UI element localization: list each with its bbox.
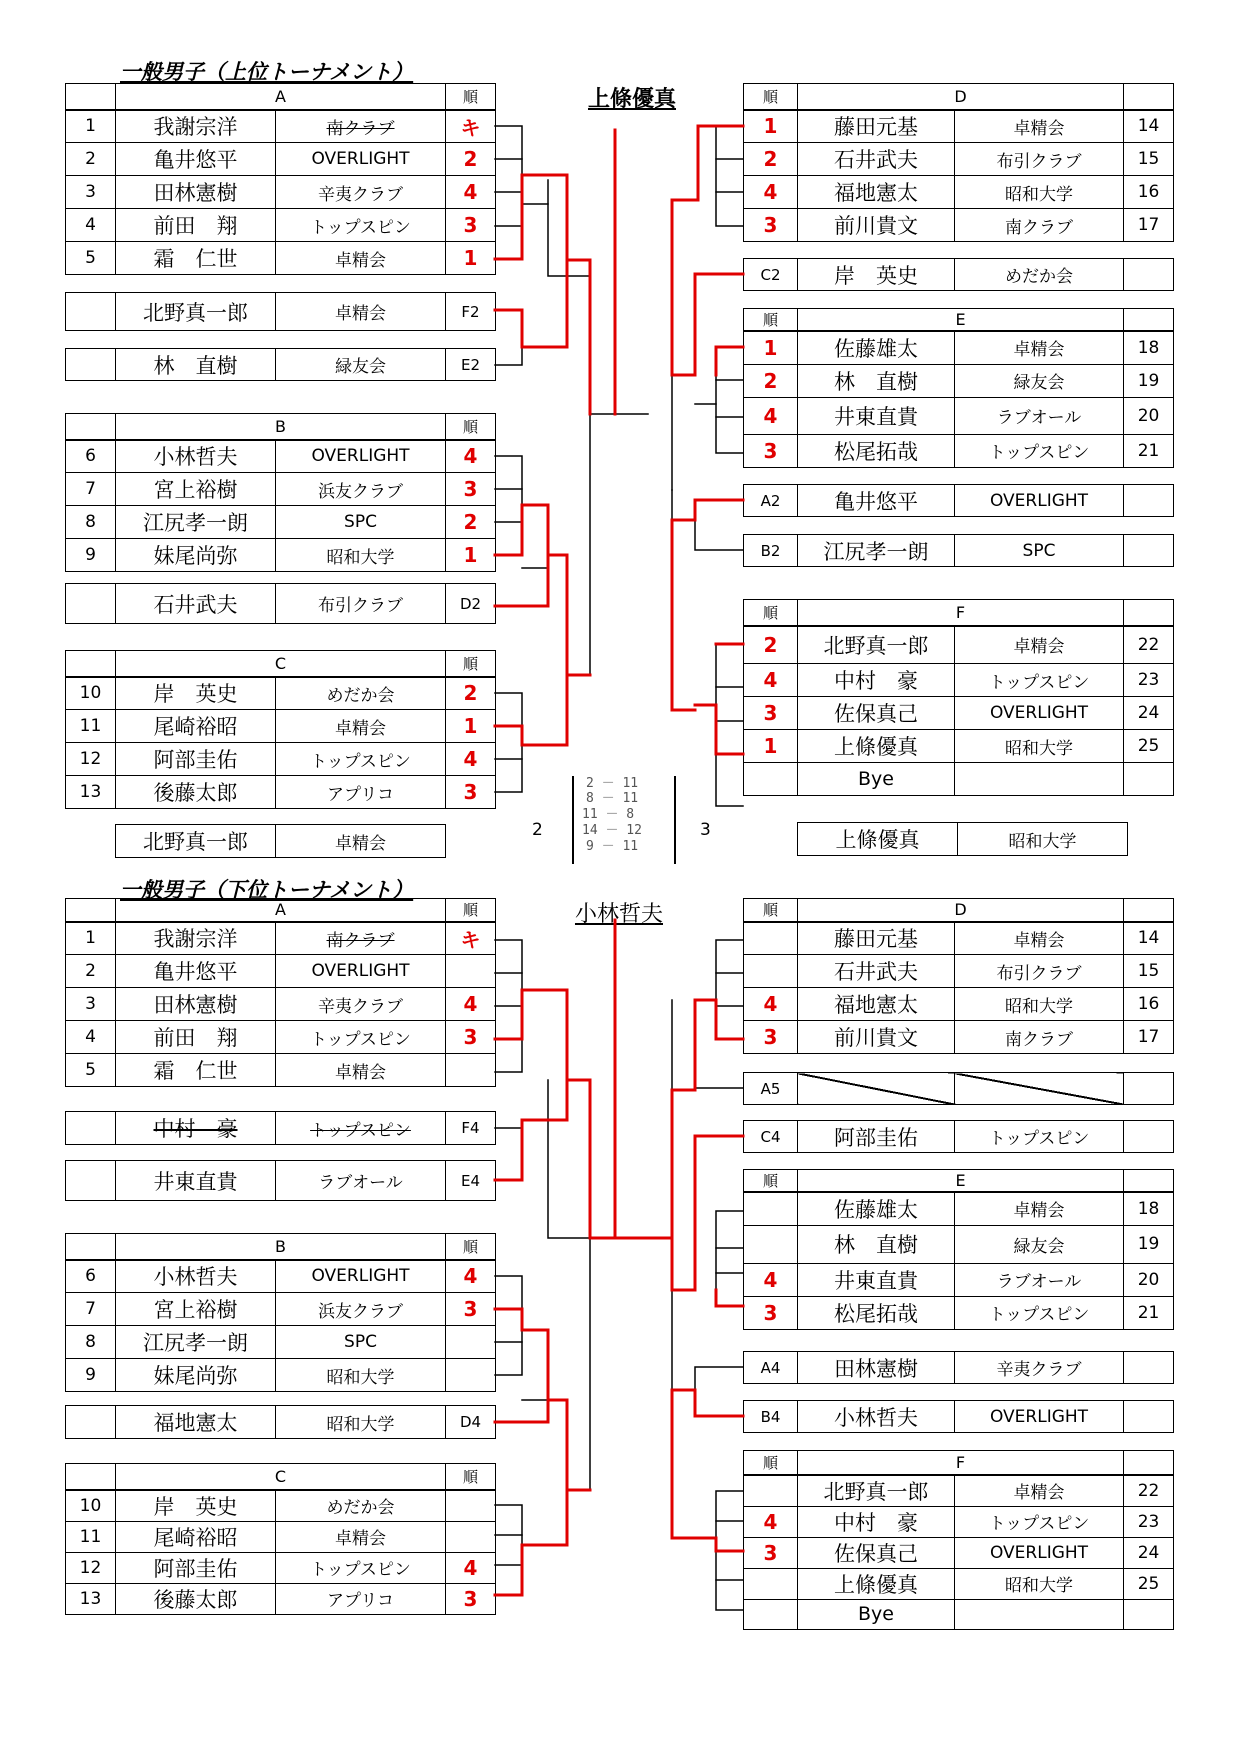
player-name: 北野真一郎 bbox=[116, 825, 276, 858]
group-rank: 4 bbox=[446, 743, 496, 776]
group-rank: 4 bbox=[446, 988, 496, 1021]
final-game-5: 9 － 11 bbox=[586, 839, 639, 854]
club-name: トップスピン bbox=[276, 1552, 446, 1583]
player-name: 妹尾尚弥 bbox=[116, 1359, 276, 1392]
club-name: 辛夷クラブ bbox=[276, 988, 446, 1021]
group-header: F bbox=[798, 600, 1124, 626]
player-name: 佐保真己 bbox=[798, 697, 955, 730]
club-name: 卓精会 bbox=[276, 710, 446, 743]
player-name: 上條優真 bbox=[798, 1568, 955, 1599]
player-name: 井東直貴 bbox=[116, 1161, 276, 1201]
club-name: ラブオール bbox=[955, 1263, 1124, 1296]
group-rank: 2 bbox=[744, 364, 798, 397]
club-name: 昭和大学 bbox=[955, 730, 1124, 763]
final-right-score: 3 bbox=[700, 820, 711, 840]
player-name: 福地憲太 bbox=[116, 1406, 276, 1439]
group-rank: 3 bbox=[446, 1583, 496, 1614]
player-name: 中村 豪 bbox=[798, 1506, 955, 1537]
club-name: トップスピン bbox=[955, 1296, 1124, 1329]
player-name: 我謝宗洋 bbox=[116, 110, 276, 143]
club-name: 昭和大学 bbox=[276, 1406, 446, 1439]
seed-number: 21 bbox=[1124, 1296, 1174, 1329]
seed-number: 9 bbox=[66, 539, 116, 572]
club-name: トップスピン bbox=[955, 1506, 1124, 1537]
club-name: トップスピン bbox=[276, 1112, 446, 1145]
seed-number: 23 bbox=[1124, 664, 1174, 697]
seed-number: 16 bbox=[1124, 988, 1174, 1021]
club-name: OVERLIGHT bbox=[276, 955, 446, 988]
player-name: 阿部圭佑 bbox=[116, 1552, 276, 1583]
player-name: 藤田元基 bbox=[798, 110, 955, 143]
rank-header: 順 bbox=[446, 414, 496, 440]
player-name: 我謝宗洋 bbox=[116, 922, 276, 955]
player-name: 田林憲樹 bbox=[116, 176, 276, 209]
seed-number: 24 bbox=[1124, 697, 1174, 730]
player-name: 佐藤雄太 bbox=[798, 331, 955, 364]
seed-number: 13 bbox=[66, 1583, 116, 1614]
rank-header: 順 bbox=[446, 1234, 496, 1260]
rank-header: 順 bbox=[744, 600, 798, 626]
player-name: 林 直樹 bbox=[798, 1225, 955, 1263]
player-name: 尾崎裕昭 bbox=[116, 710, 276, 743]
slot-tag: E4 bbox=[446, 1161, 496, 1201]
group-rank: 1 bbox=[744, 110, 798, 143]
player-name: 上條優真 bbox=[798, 730, 955, 763]
club-name: アプリコ bbox=[276, 776, 446, 809]
club-name: 卓精会 bbox=[955, 110, 1124, 143]
group-rank: 4 bbox=[744, 176, 798, 209]
club-name: 卓精会 bbox=[276, 242, 446, 275]
seed-number: 7 bbox=[66, 1293, 116, 1326]
final-game-1: 2 － 11 bbox=[586, 776, 639, 791]
club-name: 卓精会 bbox=[955, 1192, 1124, 1225]
player-name: 佐藤雄太 bbox=[798, 1192, 955, 1225]
player-name: 北野真一郎 bbox=[798, 1475, 955, 1507]
club-name: 卓精会 bbox=[276, 293, 446, 331]
seed-number: 2 bbox=[66, 955, 116, 988]
slot-tag: C4 bbox=[744, 1121, 798, 1153]
seed-number: 19 bbox=[1124, 1225, 1174, 1263]
group-rank: 2 bbox=[446, 143, 496, 176]
club-name: トップスピン bbox=[276, 1021, 446, 1054]
seed-number: 25 bbox=[1124, 1568, 1174, 1599]
group-rank: 3 bbox=[446, 1021, 496, 1054]
group-header: B bbox=[116, 414, 446, 440]
club-name: めだか会 bbox=[276, 1490, 446, 1522]
group-rank: 3 bbox=[446, 209, 496, 242]
player-name: 小林哲夫 bbox=[116, 440, 276, 473]
player-name: 後藤太郎 bbox=[116, 1583, 276, 1614]
seed-number: 16 bbox=[1124, 176, 1174, 209]
group-rank: 3 bbox=[744, 209, 798, 242]
group-rank: 3 bbox=[744, 1296, 798, 1329]
final-left-score: 2 bbox=[532, 820, 543, 840]
player-name: Bye bbox=[798, 1599, 955, 1629]
player-name: 霜 仁世 bbox=[116, 242, 276, 275]
seed-number: 10 bbox=[66, 677, 116, 710]
rank-header: 順 bbox=[446, 899, 496, 922]
rank-header: 順 bbox=[744, 1170, 798, 1193]
club-name: OVERLIGHT bbox=[276, 1260, 446, 1293]
slot-tag: B2 bbox=[744, 535, 798, 567]
club-name: めだか会 bbox=[276, 677, 446, 710]
slot-tag: A4 bbox=[744, 1352, 798, 1384]
club-name: 南クラブ bbox=[955, 209, 1124, 242]
club-name: ラブオール bbox=[955, 397, 1124, 434]
player-name: 中村 豪 bbox=[116, 1112, 276, 1145]
player-name: 宮上裕樹 bbox=[116, 1293, 276, 1326]
seed-number: 25 bbox=[1124, 730, 1174, 763]
player-name: 井東直貴 bbox=[798, 397, 955, 434]
group-rank: 1 bbox=[446, 539, 496, 572]
seed-number: 22 bbox=[1124, 626, 1174, 664]
player-name: 松尾拓哉 bbox=[798, 434, 955, 467]
club-name: SPC bbox=[276, 1326, 446, 1359]
bracket-red-upper-left bbox=[495, 175, 590, 745]
group-rank: 3 bbox=[744, 434, 798, 467]
bracket-red-lower-right bbox=[615, 1000, 743, 1551]
upper-title: 一般男子（上位トーナメント） bbox=[120, 60, 414, 84]
seed-number: 15 bbox=[1124, 955, 1174, 988]
group-rank: 3 bbox=[744, 1537, 798, 1568]
final-game-2: 8 － 11 bbox=[586, 791, 639, 806]
group-rank: 3 bbox=[446, 776, 496, 809]
group-rank: 4 bbox=[744, 1506, 798, 1537]
player-name: 石井武夫 bbox=[798, 955, 955, 988]
rank-header: 順 bbox=[744, 84, 798, 110]
club-name: 緑友会 bbox=[955, 1225, 1124, 1263]
player-name: 石井武夫 bbox=[798, 143, 955, 176]
group-rank: 4 bbox=[446, 440, 496, 473]
seed-number: 11 bbox=[66, 1521, 116, 1552]
player-name: 井東直貴 bbox=[798, 1263, 955, 1296]
seed-number: 1 bbox=[66, 110, 116, 143]
slot-tag: F2 bbox=[446, 293, 496, 331]
club-name: 南クラブ bbox=[955, 1021, 1124, 1054]
player-name: 尾崎裕昭 bbox=[116, 1521, 276, 1552]
player-name: 上條優真 bbox=[798, 823, 958, 856]
seed-number: 17 bbox=[1124, 1021, 1174, 1054]
lower-title: 一般男子（下位トーナメント） bbox=[120, 878, 414, 902]
seed-number: 11 bbox=[66, 710, 116, 743]
player-name: 岸 英史 bbox=[116, 677, 276, 710]
seed-number: 3 bbox=[66, 988, 116, 1021]
club-name: 昭和大学 bbox=[276, 539, 446, 572]
player-name: 宮上裕樹 bbox=[116, 473, 276, 506]
bracket-red-lower-left bbox=[495, 920, 615, 1595]
player-name: 江尻孝一朗 bbox=[116, 1326, 276, 1359]
player-name: 亀井悠平 bbox=[116, 143, 276, 176]
player-name: 松尾拓哉 bbox=[798, 1296, 955, 1329]
player-name: 妹尾尚弥 bbox=[116, 539, 276, 572]
group-header: D bbox=[798, 84, 1124, 110]
player-name: 江尻孝一朗 bbox=[798, 535, 955, 567]
player-name: 小林哲夫 bbox=[798, 1401, 955, 1433]
club-name: 布引クラブ bbox=[955, 955, 1124, 988]
slot-tag: A2 bbox=[744, 485, 798, 517]
player-name: 後藤太郎 bbox=[116, 776, 276, 809]
group-rank: 3 bbox=[446, 473, 496, 506]
player-name: 北野真一郎 bbox=[798, 626, 955, 664]
player-name: 前田 翔 bbox=[116, 1021, 276, 1054]
seed-number: 2 bbox=[66, 143, 116, 176]
player-name: Bye bbox=[798, 763, 955, 796]
group-header: C bbox=[116, 1464, 446, 1490]
seed-number: 18 bbox=[1124, 331, 1174, 364]
club-name: 卓精会 bbox=[955, 922, 1124, 955]
club-name: 卓精会 bbox=[955, 626, 1124, 664]
seed-number: 6 bbox=[66, 1260, 116, 1293]
club-name: 南クラブ bbox=[276, 922, 446, 955]
group-rank: 3 bbox=[744, 1021, 798, 1054]
rank-header: 順 bbox=[744, 309, 798, 332]
player-name: 前川貴文 bbox=[798, 209, 955, 242]
group-rank: 4 bbox=[744, 664, 798, 697]
club-name: 辛夷クラブ bbox=[276, 176, 446, 209]
group-rank: 1 bbox=[744, 730, 798, 763]
club-name: 卓精会 bbox=[276, 825, 446, 858]
seed-number: 3 bbox=[66, 176, 116, 209]
player-name: 岸 英史 bbox=[798, 259, 955, 291]
club-name: SPC bbox=[276, 506, 446, 539]
club-name: 昭和大学 bbox=[276, 1359, 446, 1392]
seed-number: 8 bbox=[66, 506, 116, 539]
seed-number: 14 bbox=[1124, 922, 1174, 955]
seed-number: 5 bbox=[66, 1054, 116, 1087]
group-rank: 4 bbox=[446, 1260, 496, 1293]
lower-champion: 小林哲夫 bbox=[574, 902, 663, 927]
club-name: 昭和大学 bbox=[955, 988, 1124, 1021]
seed-number: 24 bbox=[1124, 1537, 1174, 1568]
group-header: A bbox=[116, 84, 446, 110]
group-rank: 2 bbox=[744, 143, 798, 176]
club-name: トップスピン bbox=[276, 209, 446, 242]
player-name: 前川貴文 bbox=[798, 1021, 955, 1054]
bracket-black-upper-right bbox=[615, 126, 743, 806]
club-name: 昭和大学 bbox=[958, 823, 1128, 856]
player-name: 亀井悠平 bbox=[116, 955, 276, 988]
seed-number: 20 bbox=[1124, 1263, 1174, 1296]
slot-tag: D4 bbox=[446, 1406, 496, 1439]
player-name: 北野真一郎 bbox=[116, 293, 276, 331]
group-rank: キ bbox=[446, 110, 496, 143]
club-name: OVERLIGHT bbox=[955, 697, 1124, 730]
bracket-black-upper-left bbox=[495, 126, 615, 792]
group-header: D bbox=[798, 899, 1124, 922]
player-name: 阿部圭佑 bbox=[116, 743, 276, 776]
seed-number: 14 bbox=[1124, 110, 1174, 143]
seed-number: 17 bbox=[1124, 209, 1174, 242]
club-name: ラブオール bbox=[276, 1161, 446, 1201]
player-name: 前田 翔 bbox=[116, 209, 276, 242]
player-name: 田林憲樹 bbox=[798, 1352, 955, 1384]
group-header: E bbox=[798, 1170, 1124, 1193]
player-name: 林 直樹 bbox=[116, 349, 276, 381]
player-name: 石井武夫 bbox=[116, 584, 276, 624]
group-rank: 4 bbox=[744, 988, 798, 1021]
player-name: 小林哲夫 bbox=[116, 1260, 276, 1293]
club-name: OVERLIGHT bbox=[955, 1537, 1124, 1568]
club-name: 昭和大学 bbox=[955, 176, 1124, 209]
club-name: 布引クラブ bbox=[955, 143, 1124, 176]
club-name: 緑友会 bbox=[955, 364, 1124, 397]
group-rank: 3 bbox=[446, 1293, 496, 1326]
seed-number: 5 bbox=[66, 242, 116, 275]
group-header: E bbox=[798, 309, 1124, 332]
seed-number: 9 bbox=[66, 1359, 116, 1392]
group-rank: 2 bbox=[744, 626, 798, 664]
club-name: 緑友会 bbox=[276, 349, 446, 381]
seed-number: 21 bbox=[1124, 434, 1174, 467]
seed-number: 13 bbox=[66, 776, 116, 809]
seed-number: 6 bbox=[66, 440, 116, 473]
player-name: 中村 豪 bbox=[798, 664, 955, 697]
player-name: 林 直樹 bbox=[798, 364, 955, 397]
rank-header: 順 bbox=[446, 1464, 496, 1490]
club-name: OVERLIGHT bbox=[276, 440, 446, 473]
group-rank: 4 bbox=[744, 1263, 798, 1296]
group-rank: 4 bbox=[744, 397, 798, 434]
club-name: 南クラブ bbox=[276, 110, 446, 143]
seed-number: 15 bbox=[1124, 143, 1174, 176]
slot-tag: A5 bbox=[744, 1073, 798, 1105]
group-rank: 1 bbox=[446, 242, 496, 275]
player-name: 佐保真己 bbox=[798, 1537, 955, 1568]
group-header: F bbox=[798, 1451, 1124, 1475]
seed-number: 20 bbox=[1124, 397, 1174, 434]
club-name: アプリコ bbox=[276, 1583, 446, 1614]
seed-number: 12 bbox=[66, 1552, 116, 1583]
seed-number: 1 bbox=[66, 922, 116, 955]
player-name: 江尻孝一朗 bbox=[116, 506, 276, 539]
seed-number: 7 bbox=[66, 473, 116, 506]
rank-header: 順 bbox=[446, 84, 496, 110]
club-name: OVERLIGHT bbox=[276, 143, 446, 176]
player-name: 福地憲太 bbox=[798, 176, 955, 209]
seed-number: 8 bbox=[66, 1326, 116, 1359]
club-name: トップスピン bbox=[955, 664, 1124, 697]
club-name: めだか会 bbox=[955, 259, 1124, 291]
group-rank: キ bbox=[446, 922, 496, 955]
seed-number: 19 bbox=[1124, 364, 1174, 397]
seed-number: 4 bbox=[66, 1021, 116, 1054]
seed-number: 23 bbox=[1124, 1506, 1174, 1537]
final-game-3: 11 － 8 bbox=[582, 807, 635, 822]
player-name: 霜 仁世 bbox=[116, 1054, 276, 1087]
group-rank: 4 bbox=[446, 1552, 496, 1583]
slot-tag: C2 bbox=[744, 259, 798, 291]
group-rank: 2 bbox=[446, 677, 496, 710]
seed-number: 22 bbox=[1124, 1475, 1174, 1507]
club-name: 浜友クラブ bbox=[276, 473, 446, 506]
club-name: トップスピン bbox=[955, 1121, 1124, 1153]
club-name: 昭和大学 bbox=[955, 1568, 1124, 1599]
seed-number: 4 bbox=[66, 209, 116, 242]
group-header: A bbox=[116, 899, 446, 922]
club-name: OVERLIGHT bbox=[955, 1401, 1124, 1433]
group-rank: 1 bbox=[446, 710, 496, 743]
player-name: 藤田元基 bbox=[798, 922, 955, 955]
club-name: SPC bbox=[955, 535, 1124, 567]
rank-header: 順 bbox=[744, 1451, 798, 1475]
rank-header: 順 bbox=[446, 651, 496, 677]
seed-number: 10 bbox=[66, 1490, 116, 1522]
group-header: C bbox=[116, 651, 446, 677]
player-name: 阿部圭佑 bbox=[798, 1121, 955, 1153]
club-name: トップスピン bbox=[276, 743, 446, 776]
bracket-red-upper-right bbox=[615, 126, 743, 754]
slot-tag: F4 bbox=[446, 1112, 496, 1145]
group-header: B bbox=[116, 1234, 446, 1260]
club-name: 卓精会 bbox=[276, 1054, 446, 1087]
player-name: 福地憲太 bbox=[798, 988, 955, 1021]
final-game-4: 14 － 12 bbox=[582, 823, 642, 838]
player-name: 亀井悠平 bbox=[798, 485, 955, 517]
group-rank: 3 bbox=[744, 697, 798, 730]
club-name: OVERLIGHT bbox=[955, 485, 1124, 517]
club-name: 卓精会 bbox=[955, 331, 1124, 364]
slot-tag: E2 bbox=[446, 349, 496, 381]
slot-tag: B4 bbox=[744, 1401, 798, 1433]
player-name: 田林憲樹 bbox=[116, 988, 276, 1021]
slot-tag: D2 bbox=[446, 584, 496, 624]
club-name: トップスピン bbox=[955, 434, 1124, 467]
upper-champion: 上條優真 bbox=[587, 87, 676, 112]
club-name: 辛夷クラブ bbox=[955, 1352, 1124, 1384]
player-name: 岸 英史 bbox=[116, 1490, 276, 1522]
club-name: 浜友クラブ bbox=[276, 1293, 446, 1326]
club-name: 布引クラブ bbox=[276, 584, 446, 624]
seed-number: 18 bbox=[1124, 1192, 1174, 1225]
group-rank: 2 bbox=[446, 506, 496, 539]
club-name: 卓精会 bbox=[955, 1475, 1124, 1507]
group-rank: 1 bbox=[744, 331, 798, 364]
seed-number: 12 bbox=[66, 743, 116, 776]
group-rank: 4 bbox=[446, 176, 496, 209]
rank-header: 順 bbox=[744, 899, 798, 922]
club-name: 卓精会 bbox=[276, 1521, 446, 1552]
